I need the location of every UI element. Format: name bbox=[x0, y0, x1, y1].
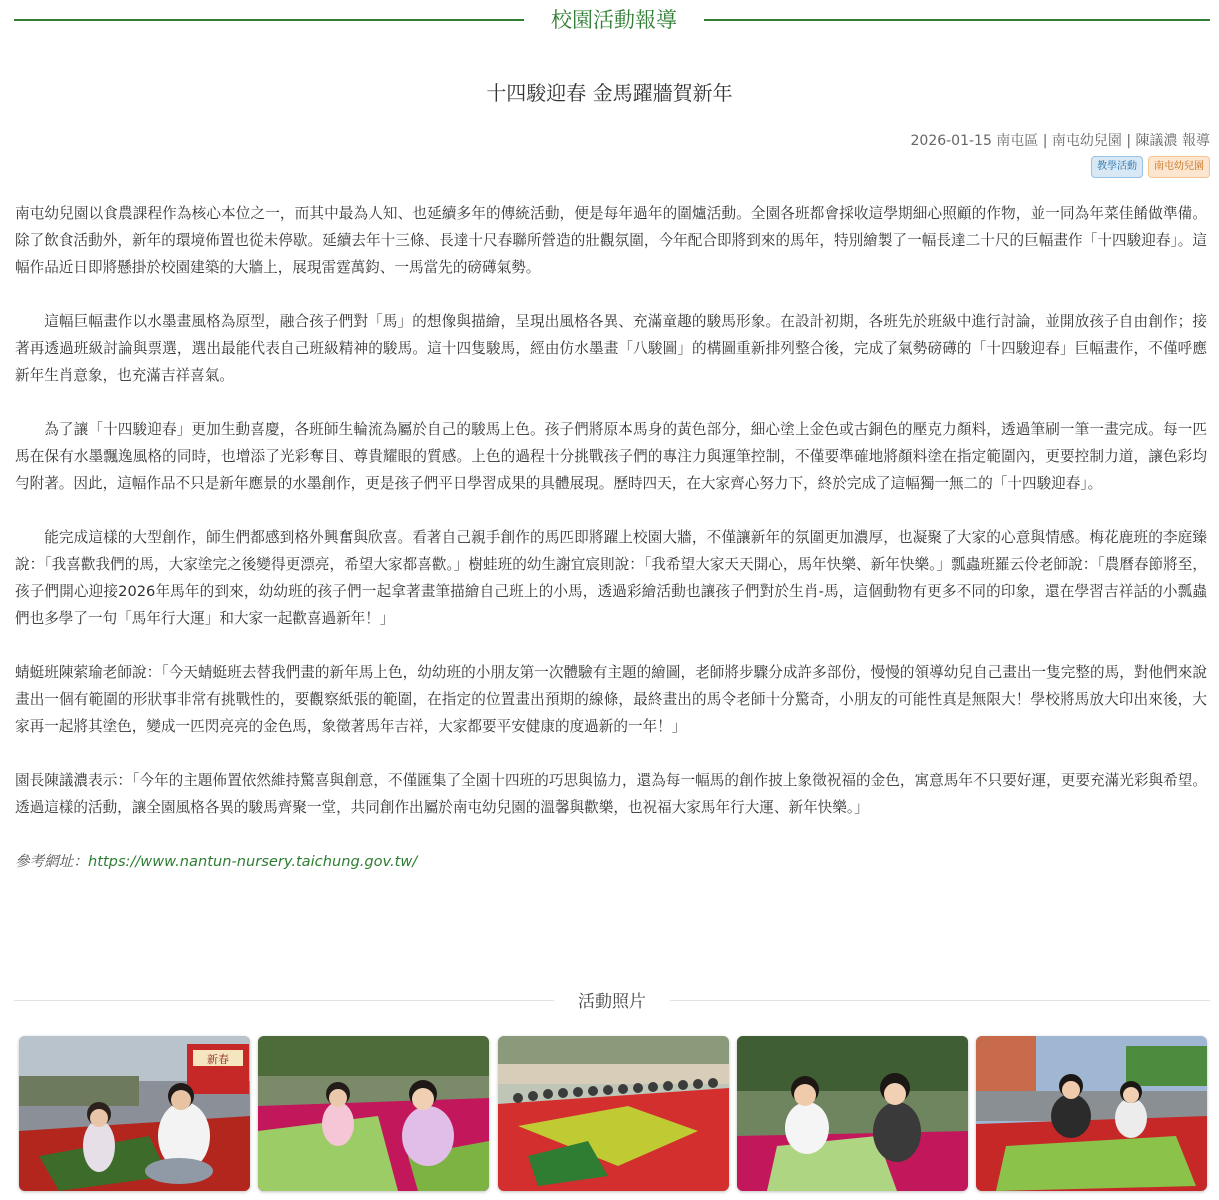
divider-line bbox=[14, 1000, 554, 1001]
divider-line bbox=[670, 1000, 1210, 1001]
paragraph: 這幅巨幅畫作以水墨畫風格為原型，融合孩子們對「馬」的想像與描繪，呈現出風格各異、充滿童趣的駿馬形象。在設計初期，各班先於班級中進行討論，並開放孩子自由創作；接著再透過班級討論與票選，選出最能代表自己班級精神的駿馬。這十四隻駿馬，經由仿水墨畫「八駿圖」的構圖重新排列整合後，完成了氣勢磅礡的「十四駿迎春」巨幅畫作，不僅呼應新年生肖意象，也充滿吉祥喜氣。 bbox=[15, 313, 1207, 384]
paragraph: 蜻蜓班陳萦瑜老師說：「今天蜻蜓班去替我們畫的新年馬上色，幼幼班的小朋友第一次體驗有主題的繪圖，老師將步驟分成許多部份，慢慢的領導幼兒自己畫出一隻完整的馬，對他們來說畫出一個有範圍的形狀事非常有挑戰性的，要觀察紙張的範圍，在指定的位置畫出預期的線條，最終畫出的馬令老師十分驚奇，小朋友的可能性真是無限大！學校將馬放大印出來後，大家再一起將其塗色，變成一匹閃亮亮的金色馬，象徵著馬年吉祥，大家都要平安健康的度過新的一年！」 bbox=[15, 664, 1207, 735]
tag-teaching-activity[interactable]: 教學活動 bbox=[1091, 156, 1143, 178]
article-headline: 十四駿迎春 金馬躍牆賀新年 bbox=[486, 81, 733, 105]
paragraph: 能完成這樣的大型創作，師生們都感到格外興奮與欣喜。看著自己親手創作的馬匹即將躍上校園大牆，不僅讓新年的氛圍更加濃厚，也凝聚了大家的心意與情感。梅花鹿班的李庭臻說：「我喜歡我們的馬，大家塗完之後變得更漂亮，希望大家都喜歡。」樹蛙班的幼生謝宜宸則說：「我希望大家天天開心，馬年快樂、新年快樂。」瓢蟲班羅云伶老師說：「農曆春節將至，孩子們開心迎接2026年馬年的到來，幼幼班的孩子們一起拿著畫筆描繪自己班上的小馬，透過彩繪活動也讓孩子們對於生肖-馬，這個動物有更多不同的印象，還在學習吉祥話的小瓢蟲們也多學了一句「馬年行大運」和大家一起歡喜過新年！」 bbox=[15, 529, 1207, 627]
article-body bbox=[15, 200, 1207, 875]
tag-school[interactable]: 南屯幼兒園 bbox=[1148, 156, 1210, 178]
gallery-photo-3[interactable] bbox=[498, 1036, 729, 1191]
photo-gallery bbox=[19, 1036, 1207, 1191]
divider-line bbox=[704, 19, 1210, 21]
gallery-photo-5[interactable] bbox=[976, 1036, 1207, 1191]
article-meta: 2026-01-15 南屯區 | 南屯幼兒園 | 陳議濃 報導 bbox=[910, 133, 1210, 149]
reference-label: 參考網址： bbox=[15, 853, 88, 870]
section-header bbox=[14, 0, 1210, 40]
paragraph: 南屯幼兒園以食農課程作為核心本位之一，而其中最為人知、也延續多年的傳統活動，便是每年過年的圍爐活動。全園各班都會採收這學期細心照顧的作物，並一同為年菜佳餚做準備。除了飲食活動外，新年的環境佈置也從未停歇。延續去年十三條、長達十尺春聯所營造的壯觀氛圍，今年配合即將到來的馬年，特別繪製了一幅長達二十尺的巨幅畫作「十四駿迎春」。這幅作品近日即將懸掛於校園建築的大牆上，展現雷霆萬鈞、一馬當先的磅礡氣勢。 bbox=[15, 205, 1207, 276]
photos-header bbox=[14, 987, 1210, 1015]
section-title: 校園活動報導 bbox=[551, 8, 677, 32]
gallery-photo-2[interactable] bbox=[258, 1036, 489, 1191]
sign-text: 新春 bbox=[207, 1053, 229, 1066]
divider-line bbox=[14, 19, 524, 21]
reference-link[interactable]: https://www.nantun-nursery.taichung.gov.tw/ bbox=[87, 853, 418, 870]
paragraph: 園長陳議濃表示：「今年的主題佈置依然維持驚喜與創意，不僅匯集了全園十四班的巧思與協力，還為每一幅馬的創作披上象徵祝福的金色，寓意馬年不只要好運，更要充滿光彩與希望。透過這樣的活動，讓全園風格各異的駿馬齊聚一堂，共同創作出屬於南屯幼兒園的溫馨與歡樂，也祝福大家馬年行大運、新年快樂。」 bbox=[15, 772, 1207, 816]
reference-line bbox=[15, 848, 1207, 875]
photos-title: 活動照片 bbox=[578, 992, 646, 1012]
paragraph: 為了讓「十四駿迎春」更加生動喜慶，各班師生輪流為屬於自己的駿馬上色。孩子們將原本馬身的黃色部分，細心塗上金色或古銅色的壓克力顏料，透過筆刷一筆一畫完成。每一匹馬在保有水墨飄逸風格的同時，也增添了光彩奪目、尊貴耀眼的質感。上色的過程十分挑戰孩子們的專注力與運筆控制，不僅要準確地將顏料塗在指定範圍內，更要控制力道，讓色彩均勻附著。因此，這幅作品不只是新年應景的水墨創作，更是孩子們平日學習成果的具體展現。歷時四天，在大家齊心努力下，終於完成了這幅獨一無二的「十四駿迎春」。 bbox=[15, 421, 1207, 492]
gallery-photo-1[interactable] bbox=[19, 1036, 250, 1191]
gallery-photo-4[interactable] bbox=[737, 1036, 968, 1191]
tag-list bbox=[1091, 156, 1210, 178]
